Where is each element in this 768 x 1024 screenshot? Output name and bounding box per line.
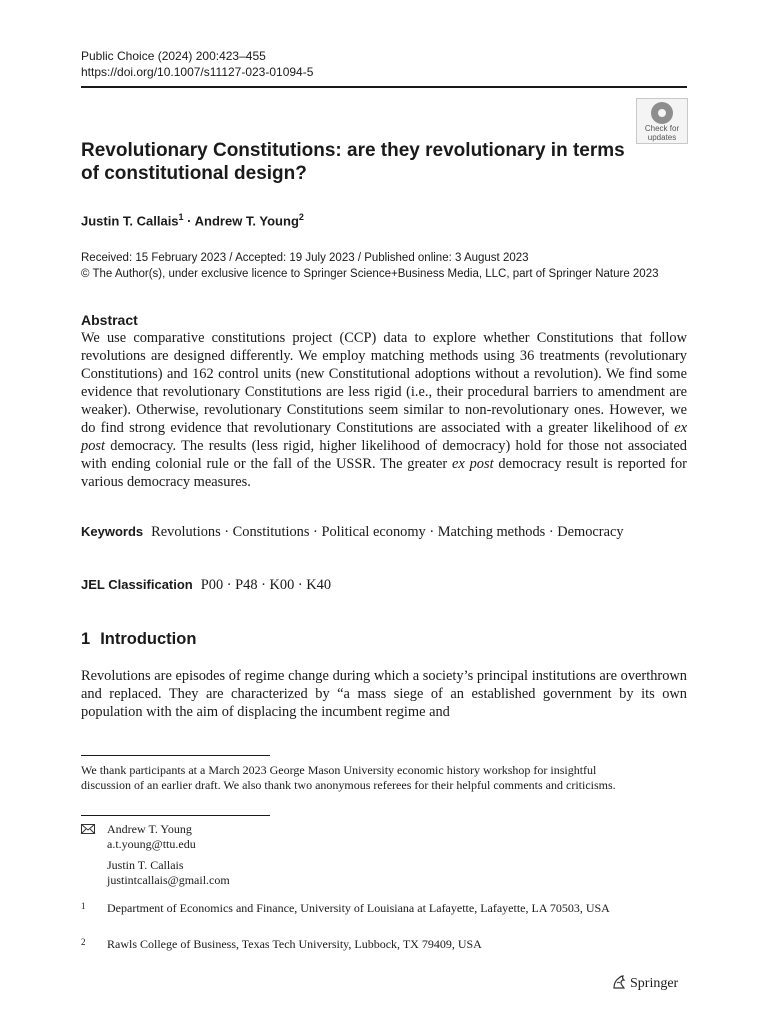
intro-paragraph: Revolutions are episodes of regime change during which a society’s principal institutions are overthrown and replaced. They are characterized by “a mass siege of an established government by its own population with the aim of displacing the incumbent regime and [81,668,687,720]
abstract-text [81,329,687,491]
copyright-notice: © The Author(s), under exclusive licence to Springer Science+Business Media, LLC, part of Springer Nature 2023 [81,268,659,280]
publication-info [81,250,659,282]
publisher-logo [611,974,678,993]
affiliation-text: Department of Economics and Finance, University of Louisiana at Lafayette, Lafayette, LA 70503, USA [107,901,610,915]
header-rule [81,86,687,88]
jel-label: JEL Classification [81,577,193,592]
keywords-section [81,523,687,541]
author-affiliation-ref: 1 [178,212,184,222]
title-line-1: Revolutionary Constitutions: are they revolutionary in terms [81,140,625,161]
abstract-italic: ex post [81,420,687,455]
abstract-part: democracy result is reported for various democracy measures. [81,456,687,491]
keywords-text: Revolutions · Constitutions · Political economy · Matching methods · Democracy [151,524,624,540]
badge-text-line2: updates [647,133,677,142]
acknowledgement-footnote: We thank participants at a March 2023 George Mason University economic history workshop for insightful discussion of an earlier draft. We also thank two anonymous referees for their helpful comments and criticisms. [81,763,616,792]
author-name[interactable]: Justin T. Callais [81,213,179,229]
affiliation-2 [81,937,681,952]
author-separator: · [183,213,195,229]
contact-email[interactable]: a.t.young@ttu.edu [107,836,196,851]
author-list [81,208,304,230]
affiliation-number: 2 [81,937,86,947]
article-title [81,139,641,185]
section-heading [81,630,196,649]
springer-horse-icon [611,974,627,990]
contact-entry [107,822,230,851]
footnote-rule [81,815,270,816]
check-for-updates-icon[interactable] [636,98,688,144]
abstract-heading: Abstract [81,312,138,328]
contact-name: Justin T. Callais [107,858,184,872]
author-affiliation-ref: 2 [298,212,304,222]
journal-header [81,48,313,80]
badge-circle-icon [651,102,673,124]
section-title: Introduction [100,630,197,648]
doi-link[interactable]: https://doi.org/10.1007/s11127-023-01094-5 [81,65,314,79]
publisher-name: Springer [630,976,679,991]
publication-dates: Received: 15 February 2023 / Accepted: 19 July 2023 / Published online: 3 August 2023 [81,252,529,264]
journal-citation: Public Choice (2024) 200:423–455 [81,49,266,63]
corresponding-contacts [107,822,230,894]
keywords-label: Keywords [81,524,144,539]
section-number: 1 [81,630,91,648]
footnote-rule [81,755,270,756]
affiliation-1 [81,901,681,916]
author-name[interactable]: Andrew T. Young [194,213,299,229]
contact-email[interactable]: justintcallais@gmail.com [107,872,230,887]
jel-section [81,576,331,594]
affiliation-text: Rawls College of Business, Texas Tech University, Lubbock, TX 79409, USA [107,937,482,951]
badge-text-line1: Check for [644,124,680,133]
abstract-italic: ex post [452,456,494,473]
abstract-part: We use comparative constitutions project (CCP) data to explore whether Constitutions that follow revolutions are designed differently. We employ matching methods using 36 treatments (revolutionary Constitutions) and 162 control units (new Constitutional adoptions without a revolution). We find some evidence that revolutionary Constitutions are less rigid (i.e., their procedural barriers to amendment are weaker). Otherwise, revolutionary Constitutions seem similar to non-revolutionary ones. However, we do find strong evidence that revolutionary Constitutions are associated with a greater likelihood of [81,330,687,437]
jel-codes: P00 · P48 · K00 · K40 [200,577,332,593]
contact-entry [107,858,230,887]
abstract-part: democracy. The results (less rigid, higher likelihood of democracy) hold for those not associated with ending colonial rule or the fall of the USSR. The greater [81,438,687,473]
affiliation-number: 1 [81,901,86,911]
title-line-2: of constitutional design? [81,163,307,184]
envelope-icon [81,824,95,834]
contact-name: Andrew T. Young [107,822,192,836]
